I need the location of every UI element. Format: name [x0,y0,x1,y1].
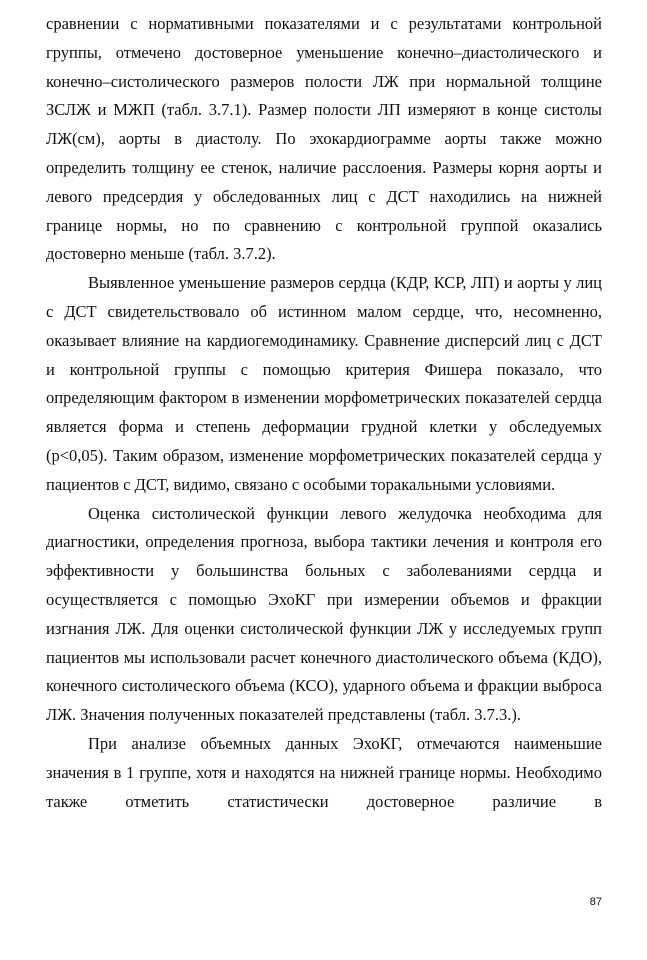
paragraph-1: сравнении с нормативными показателями и с результатами контрольной группы, отмечено достоверное уменьшение конечно–диастолического и конечно–систолического размеров полости ЛЖ при нормальной толщине ЗСЛЖ и МЖП (табл. 3.7.1). Размер полости ЛП измеряют в конце систолы ЛЖ(см), аорты в диастолу. По эхокардиограмме аорты также можно определить толщину ее стенок, наличие расслоения. Размеры корня аорты и левого предсердия у обследованных лиц с ДСТ находились на нижней границе нормы, но по сравнению с контрольной группой оказались достоверно меньше (табл. 3.7.2). [46,14,602,264]
body-text [46,10,602,816]
paragraph-2: Выявленное уменьшение размеров сердца (КДР, КСР, ЛП) и аорты у лиц с ДСТ свидетельствовало об истинном малом сердце, что, несомненно, оказывает влияние на кардиогемодинамику. Сравнение дисперсий лиц с ДСТ и контрольной группы с помощью критерия Фишера показало, что определяющим фактором в изменении морфометрических показателей сердца является форма и степень деформации грудной клетки у обследуемых (р<0,05). Таким образом, изменение морфометрических показателей сердца у пациентов с ДСТ, видимо, связано с особыми торакальными условиями. [46,273,602,494]
page-number: 87 [589,896,602,908]
paragraph-3: Оценка систолической функции левого желудочка необходима для диагностики, определения прогноза, выбора тактики лечения и контроля его эффективности у большинства больных с заболеваниями сердца и осуществляется с помощью ЭхоКГ при измерении объемов и фракции изгнания ЛЖ. Для оценки систолической функции ЛЖ у исследуемых групп пациентов мы использовали расчет конечного диастолического объема (КДО), конечного систолического объема (КСО), ударного объема и фракции выброса ЛЖ. Значения полученных показателей представлены (табл. 3.7.3.). [46,503,602,725]
paragraph-4: При анализе объемных данных ЭхоКГ, отмечаются наименьшие значения в 1 группе, хотя и находятся на нижней границе нормы. Необходимо также отметить статистически достоверное различие в [46,733,602,811]
